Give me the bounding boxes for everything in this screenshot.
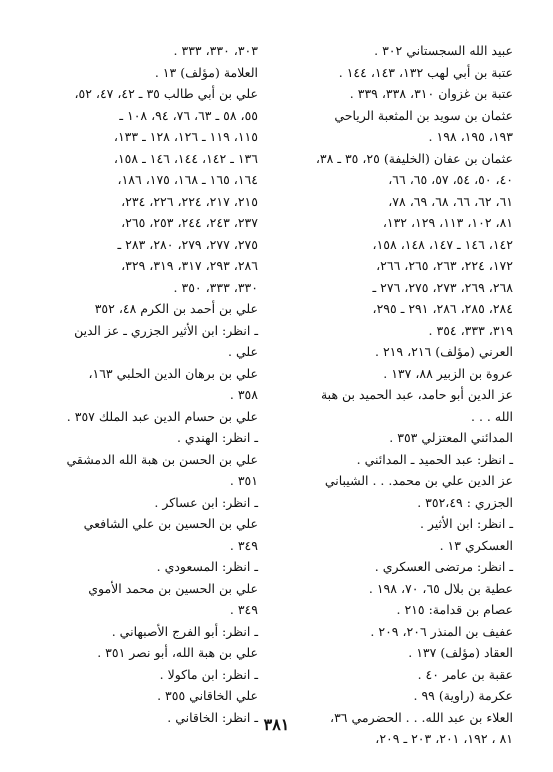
index-column-right (283, 40, 513, 750)
index-entry: ـ انظر: ابن الأثير الجزري ـ عز الدين علي . (74, 322, 258, 359)
index-entry: علي الخاقاني ٣٥٥ . (157, 688, 258, 703)
index-entry: ١٤٢، ١٤٦ ـ ١٤٧، ١٤٨، ١٥٨، (372, 236, 513, 252)
index-entry: عثمان بن عفان (الخليفة) ٢٥، ٣٥ ـ ٣٨، (315, 150, 513, 166)
index-entry: علي بن الحسين بن محمد الأموي ٣٤٩ . (88, 580, 258, 617)
index-entry: العلاء بن عبد الله. . . الحضرمي ٣٦، ٨١ ، ١٩٢، ٢٠١، ٢٠٣ ـ ٢٠٩، (330, 709, 513, 746)
index-entry: عروة بن الزبير ٨٨، ١٣٧ . (383, 365, 513, 381)
index-entry: ٥٥، ٥٨ ـ ٦٣، ٧٦، ٩٤، ١٠٨ ـ (119, 107, 258, 123)
index-entry: ـ انظر: الخاقاني . (167, 709, 258, 725)
index-entry: ٣٣٠، ٣٣٣، ٣٥٠ . (173, 279, 258, 295)
index-entry: ٨١، ١٠٢، ١١٣، ١٢٩، ١٣٢، (382, 215, 513, 230)
index-entry: ١١٥، ١١٩ ـ ١٢٦، ١٢٨ ـ ١٣٣، (113, 129, 258, 144)
index-entry: ـ انظر: ابن ماكولا . (159, 666, 258, 682)
index-column-left (30, 40, 258, 728)
index-entry: عفيف بن المنذر ٢٠٦، ٢٠٩ . (370, 623, 513, 639)
index-entry: العسكري ١٣ . (439, 537, 513, 553)
index-entry: ـ انظر: مرتضى العسكري . (374, 559, 513, 574)
index-entry: ٦١، ٦٢، ٦٦، ٦٨، ٦٩، ٧٨، (388, 193, 513, 209)
index-entry: عقبة بن عامر ٤٠ . عكرمة (راوية) ٩٩ . (413, 666, 513, 703)
index-entry: ٣١٩، ٣٣٣، ٣٥٤ . (428, 322, 513, 338)
index-entry: ٣٠٣، ٣٣٠، ٣٣٣ . (173, 43, 258, 58)
index-entry: عبيد الله السجستاني ٣٠٢ . (374, 43, 513, 58)
index-entry: ١٧٢، ٢٢٤، ٢٦٣، ٢٦٥، ٢٦٦، ٢٦٨، ٢٦٩، ٢٧٣، ٢٧٥، ٢٧٦ ـ ٢٨٤، ٢٨٥، ٢٨٦، ٢٩١ ـ ٢٩٥، (372, 258, 513, 316)
index-entry: عصام بن قدامة: ٢١٥ . (396, 602, 513, 617)
index-entry: ـ انظر: عبد الحميد ـ المدائني . (356, 451, 513, 467)
index-entry: عطية بن بلال ٦٥، ٧٠، ١٩٨ . (368, 580, 513, 596)
index-entry: ٢١٥، ٢١٧، ٢٢٤، ٢٢٦، ٢٣٤، ٢٣٧، ٢٤٣، ٢٤٤، ٢٥٣، ٢٦٥، ٢٧٥، ٢٧٧، ٢٧٩، ٢٨٠، ٢٨٣ ـ ٢٨٦، ٢٩٣، ٣١٧، ٣١٩، ٣٢٩، (117, 193, 258, 273)
index-entry: ـ انظر: المسعودي . (156, 559, 258, 574)
index-entry: ١٣٦ ـ ١٤٢، ١٤٤، ١٤٦ ـ ١٥٨، (113, 150, 258, 166)
index-entry: عز الدين علي بن محمد. . . الشيباني الجزري : ٣٥٢،٤٩ . (324, 473, 513, 510)
page-number: ٣٨١ (263, 715, 290, 734)
index-entry: ـ انظر: ابن عساكر . (154, 494, 258, 510)
index-entry: ـ انظر: أبو الفرج الأصبهاني . (111, 623, 258, 639)
index-entry: علي بن حسام الدين عبد الملك ٣٥٧ . (66, 408, 258, 424)
index-entry: العقاد (مؤلف) ١٣٧ . (408, 645, 513, 660)
index-entry: ٤٠، ٥٠، ٥٤، ٥٧، ٦٥، ٦٦، (388, 172, 513, 187)
index-entry: ـ انظر: ابن الأثير . (419, 516, 513, 531)
index-entry: ـ انظر: الهندي . (176, 430, 258, 445)
index-entry: علي بن أحمد بن الكرم ٤٨، ٣٥٢ (94, 301, 258, 316)
index-entry: عتبة بن أبي لهب ١٣٢، ١٤٣، ١٤٤ . (338, 64, 513, 80)
index-entry: علي بن الحسين بن علي الشافعي ٣٤٩ . (83, 516, 258, 553)
index-entry: ١٦٤، ١٦٥ ـ ١٦٨، ١٧٥، ١٨٦، (117, 172, 258, 187)
index-entry: العرني (مؤلف) ٢١٦، ٢١٩ . (375, 344, 513, 359)
index-entry: عز الدين أبو حامد، عبد الحميد بن هبة الله . . . (320, 387, 513, 424)
index-entry: علي بن أبي طالب ٣٥ ـ ٤٢، ٤٧، ٥٢، (74, 86, 258, 101)
index-entry: عثمان بن سويد بن المثعبة الرياحي ١٩٣، ١٩٥، ١٩٨ . (334, 107, 513, 144)
index-entry: العلامة (مؤلف) ١٣ . (154, 64, 258, 80)
index-entry: المدائني المعتزلي ٣٥٣ . (389, 430, 513, 445)
index-entry: علي بن الحسن بن هبة الله الدمشقي ٣٥١ . (66, 451, 258, 488)
index-entry: علي بن هبة الله، أبو نصر ٣٥١ . (97, 645, 258, 660)
index-entry: علي بن برهان الدين الحلبي ١٦٣، ٣٥٨ . (88, 365, 258, 402)
index-entry: عتبة بن غزوان ٣١٠، ٣٣٨، ٣٣٩ . (349, 86, 513, 101)
